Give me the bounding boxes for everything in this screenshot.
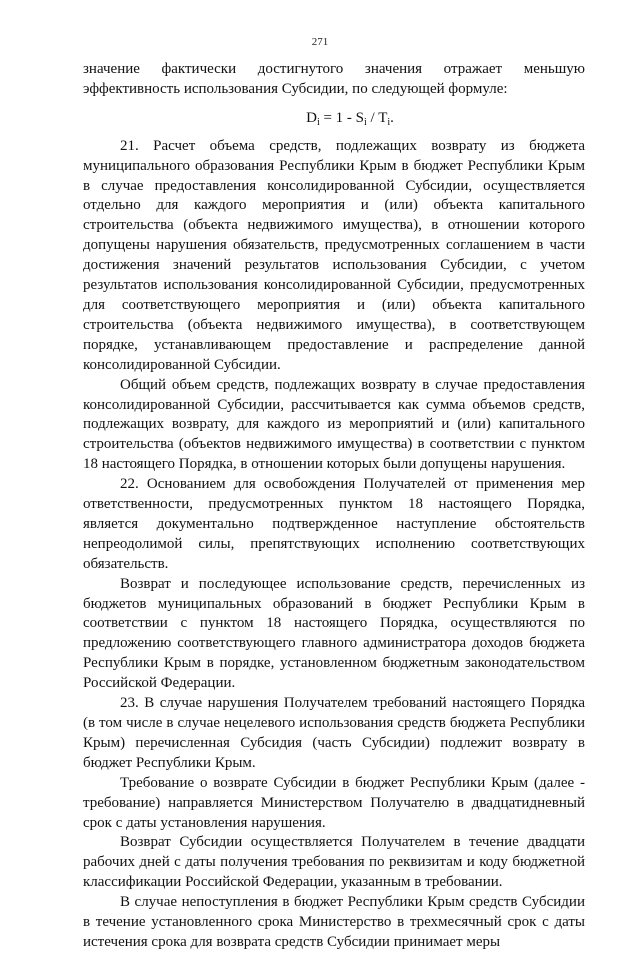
formula-middle: = 1 - S	[319, 109, 365, 126]
paragraph-22: 22. Основанием для освобождения Получателей от применения мер ответственности, предусмотренных пунктом 18 настоящего Порядка, является документально подтвержденное наступление обстоятельств непреодолимой силы, препятствующих исполнению соответствующих обязательств.	[83, 476, 585, 572]
formula-lhs: D	[306, 109, 317, 126]
paragraph-requirement: Требование о возврате Субсидии в бюджет Республики Крым (далее - требование) направляется Министерством Получателю в двадцатидневный срок с даты установления нарушения.	[83, 774, 585, 831]
paragraph-return-terms: Возврат Субсидии осуществляется Получателем в течение двадцати рабочих дней с даты получения требования по реквизитам и коду бюджетной классификации Российской Федерации, указанным в требовании.	[83, 834, 585, 891]
paragraph-23: 23. В случае нарушения Получателем требований настоящего Порядка (в том числе в случае нецелевого использования средств бюджета Республики Крым) перечисленная Субсидия (часть Субсидии) подлежит возврату в бюджет Республики Крым.	[83, 695, 585, 771]
paragraph-non-receipt: В случае непоступления в бюджет Республики Крым средств Субсидии в течение установленного срока Министерство в трехмесячный срок с даты истечения срока для возврата средств Субсидии принимает меры	[83, 894, 585, 950]
formula	[83, 109, 585, 129]
paragraph-21: 21. Расчет объема средств, подлежащих возврату из бюджета муниципального образования Республики Крым в бюджет Республики Крым в случае предоставления консолидированной Субсидии, осуществляется отдельно для каждого мероприятия и (или) объекта капитального строительства (объекта недвижимого имущества), в отношении которого допущены нарушения обязательств, предусмотренных соглашением в части достижения значений результатов использования Субсидии, с учетом результатов использования консолидированной Субсидии, предусмотренных для соответствующего мероприятия и (или) объекта капитального строительства (объекта недвижимого имущества), в соответствующем порядке, устанавливающем предоставление и распределение данной консолидированной Субсидии.	[83, 137, 585, 373]
paragraph-return-usage: Возврат и последующее использование средств, перечисленных из бюджетов муниципальных образований в бюджет Республики Крым в соответствии с пунктом 18 настоящего Порядка, осуществляются по предложению соответствующего главного администратора доходов бюджета Республики Крым в порядке, установленном бюджетным законодательством Российской Федерации.	[83, 575, 585, 692]
page-number: 271	[311, 36, 329, 48]
document-body	[83, 60, 585, 953]
formula-end: .	[390, 109, 394, 126]
formula-rhs: / T	[366, 109, 388, 126]
paragraph-continuation: значение фактически достигнутого значения отражает меньшую эффективность использования Субсидии, по следующей формуле:	[83, 61, 585, 97]
formula-middle-sub: i	[364, 116, 367, 128]
paragraph-total-volume: Общий объем средств, подлежащих возврату в случае предоставления консолидированной Субсидии, рассчитывается как сумма объемов средств, подлежащих возврату, для каждого из мероприятий и (или) капитального строительства (объектов недвижимого имущества) в соответствии с пунктом 18 настоящего Порядка, в отношении которых были допущены нарушения.	[83, 376, 585, 473]
formula-lhs-sub: i	[316, 116, 320, 128]
formula-rhs-sub: i	[387, 116, 391, 128]
